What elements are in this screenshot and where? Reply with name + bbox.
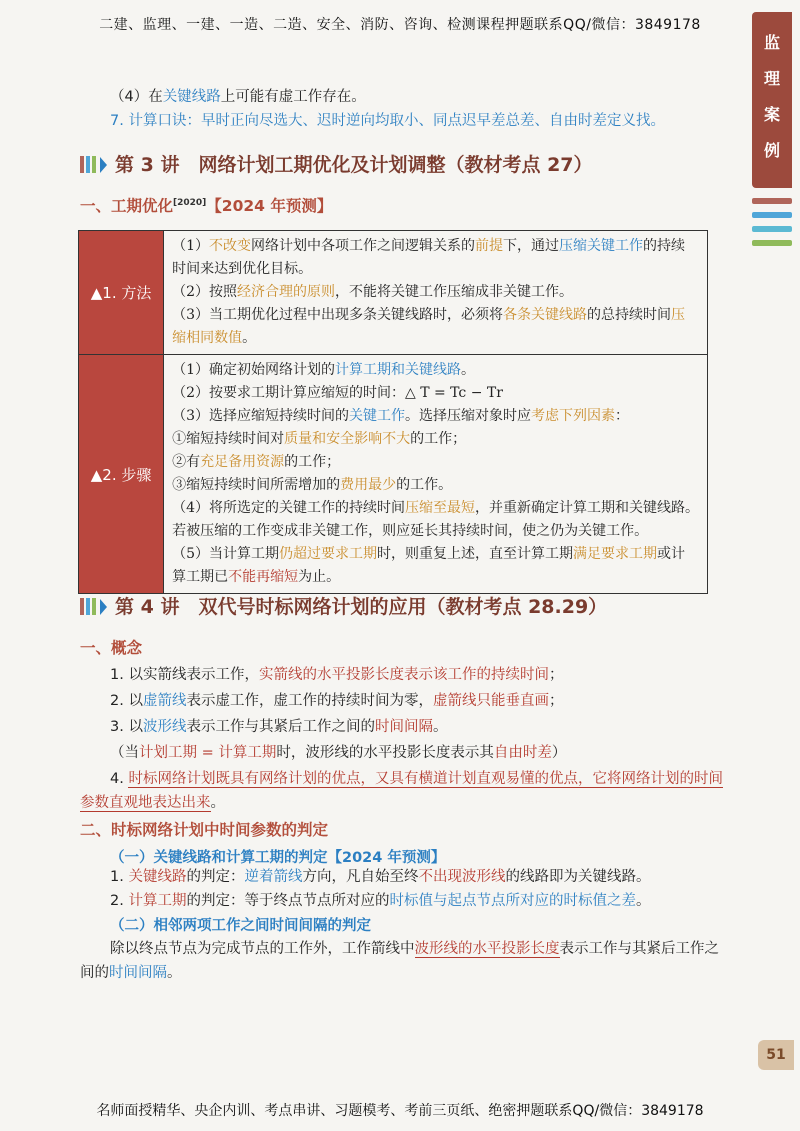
critical-path-line: 1. 关键线路的判定：逆着箭线方向，凡自始至终不出现波形线的线路即为关键线路。 bbox=[110, 869, 651, 885]
time-interval-judgment-title: （二）相邻两项工作之间时间间隔的判定 bbox=[110, 918, 371, 934]
concept-line-3-note: （当计划工期 = 计算工期时，波形线的水平投影长度表示其自由时差） bbox=[110, 745, 567, 761]
method-steps-table bbox=[78, 230, 708, 594]
steps-label: ▲2. 步骤 bbox=[79, 355, 164, 594]
concept-line-4: 4. 时标网络计划既具有网络计划的优点，又具有横道计划直观易懂的优点，它将网络计划的时间 bbox=[110, 771, 723, 787]
side-tab-char: 案 bbox=[763, 105, 780, 124]
time-parameter-judgment-title: 二、时标网络计划中时间参数的判定 bbox=[80, 821, 329, 839]
critical-path-judgment-title: （一）关键线路和计算工期的判定【2024 年预测】 bbox=[110, 850, 446, 866]
time-interval-line-1: 除以终点节点为完成节点的工作外，工作箭线中波形线的水平投影长度表示工作与其紧后工作之 bbox=[110, 941, 719, 957]
side-tab-char: 监 bbox=[763, 33, 780, 52]
side-tab-char: 例 bbox=[763, 141, 780, 160]
page-number: 51 bbox=[758, 1040, 794, 1070]
concept-line-1: 1. 以实箭线表示工作，实箭线的水平投影长度表示该工作的持续时间； bbox=[110, 667, 564, 683]
color-stripe bbox=[752, 240, 792, 246]
color-stripe bbox=[752, 226, 792, 232]
concept-line-4-cont: 参数直观地表达出来。 bbox=[80, 795, 225, 811]
section-bars-icon bbox=[80, 156, 107, 178]
lecture-3-title: 第 3 讲 网络计划工期优化及计划调整（教材考点 27） bbox=[80, 150, 593, 178]
lecture-4-title: 第 4 讲 双代号时标网络计划的应用（教材考点 28.29） bbox=[80, 592, 607, 620]
concept-line-2: 2. 以虚箭线表示虚工作，虚工作的持续时间为零，虚箭线只能垂直画； bbox=[110, 693, 564, 709]
method-label: ▲1. 方法 bbox=[79, 231, 164, 355]
time-interval-line-2: 间的时间间隔。 bbox=[80, 965, 182, 981]
schedule-optimization-title: 一、工期优化[2020]【2024 年预测】 bbox=[80, 197, 333, 215]
concept-line-3: 3. 以波形线表示工作与其紧后工作之间的时间间隔。 bbox=[110, 719, 448, 735]
color-stripe bbox=[752, 212, 792, 218]
concept-title: 一、概念 bbox=[80, 639, 143, 657]
intro-line-4: （4）在关键线路上可能有虚工作存在。 bbox=[110, 89, 366, 105]
bottom-banner: 名师面授精华、央企内训、考点串讲、习题模考、考前三页纸、绝密押题联系QQ/微信：3849178 bbox=[96, 1103, 704, 1119]
color-stripe bbox=[752, 198, 792, 204]
section-bars-icon bbox=[80, 598, 107, 620]
calculated-duration-line: 2. 计算工期的判定：等于终点节点所对应的时标值与起点节点所对应的时标值之差。 bbox=[110, 893, 651, 909]
steps-content: （1）确定初始网络计划的计算工期和关键线路。 （2）按要求工期计算应缩短的时间：△ T = Tc − Tr （3）选择应缩短持续时间的关键工作。选择压缩对象时应考虑下列因素： ①缩短持续时间对质量和安全影响不大的工作； ②有充足备用资源的工作； ③缩短持续时间所需增加的费用最少的工作。 （4）将所选定的关键工作的持续时间压缩至最短，并重新确定计算工期和关键线路。 若被压缩的工作变成非关键工作，则应延长其持续时间，使之仍为关键工作。 （5）当计算工期仍超过要求工期时，则重复上述，直至计算工期满足要求工期或计 算工期已不能再缩短为止。 bbox=[164, 355, 708, 594]
side-tab-char: 理 bbox=[763, 69, 780, 88]
intro-line-7: 7. 计算口诀：早时正向尽选大、迟时逆向均取小、同点迟早差总差、自由时差定义找。 bbox=[110, 113, 665, 129]
side-tab bbox=[752, 12, 792, 188]
method-content: （1）不改变网络计划中各项工作之间逻辑关系的前提下，通过压缩关键工作的持续 时间来达到优化目标。 （2）按照经济合理的原则，不能将关键工作压缩成非关键工作。 （3）当工期优化过程中出现多条关键线路时，必须将各条关键线路的总持续时间压 缩相同数值。 bbox=[164, 231, 708, 355]
top-banner: 二建、监理、一建、一造、二造、安全、消防、咨询、检测课程押题联系QQ/微信：3849178 bbox=[99, 17, 701, 33]
